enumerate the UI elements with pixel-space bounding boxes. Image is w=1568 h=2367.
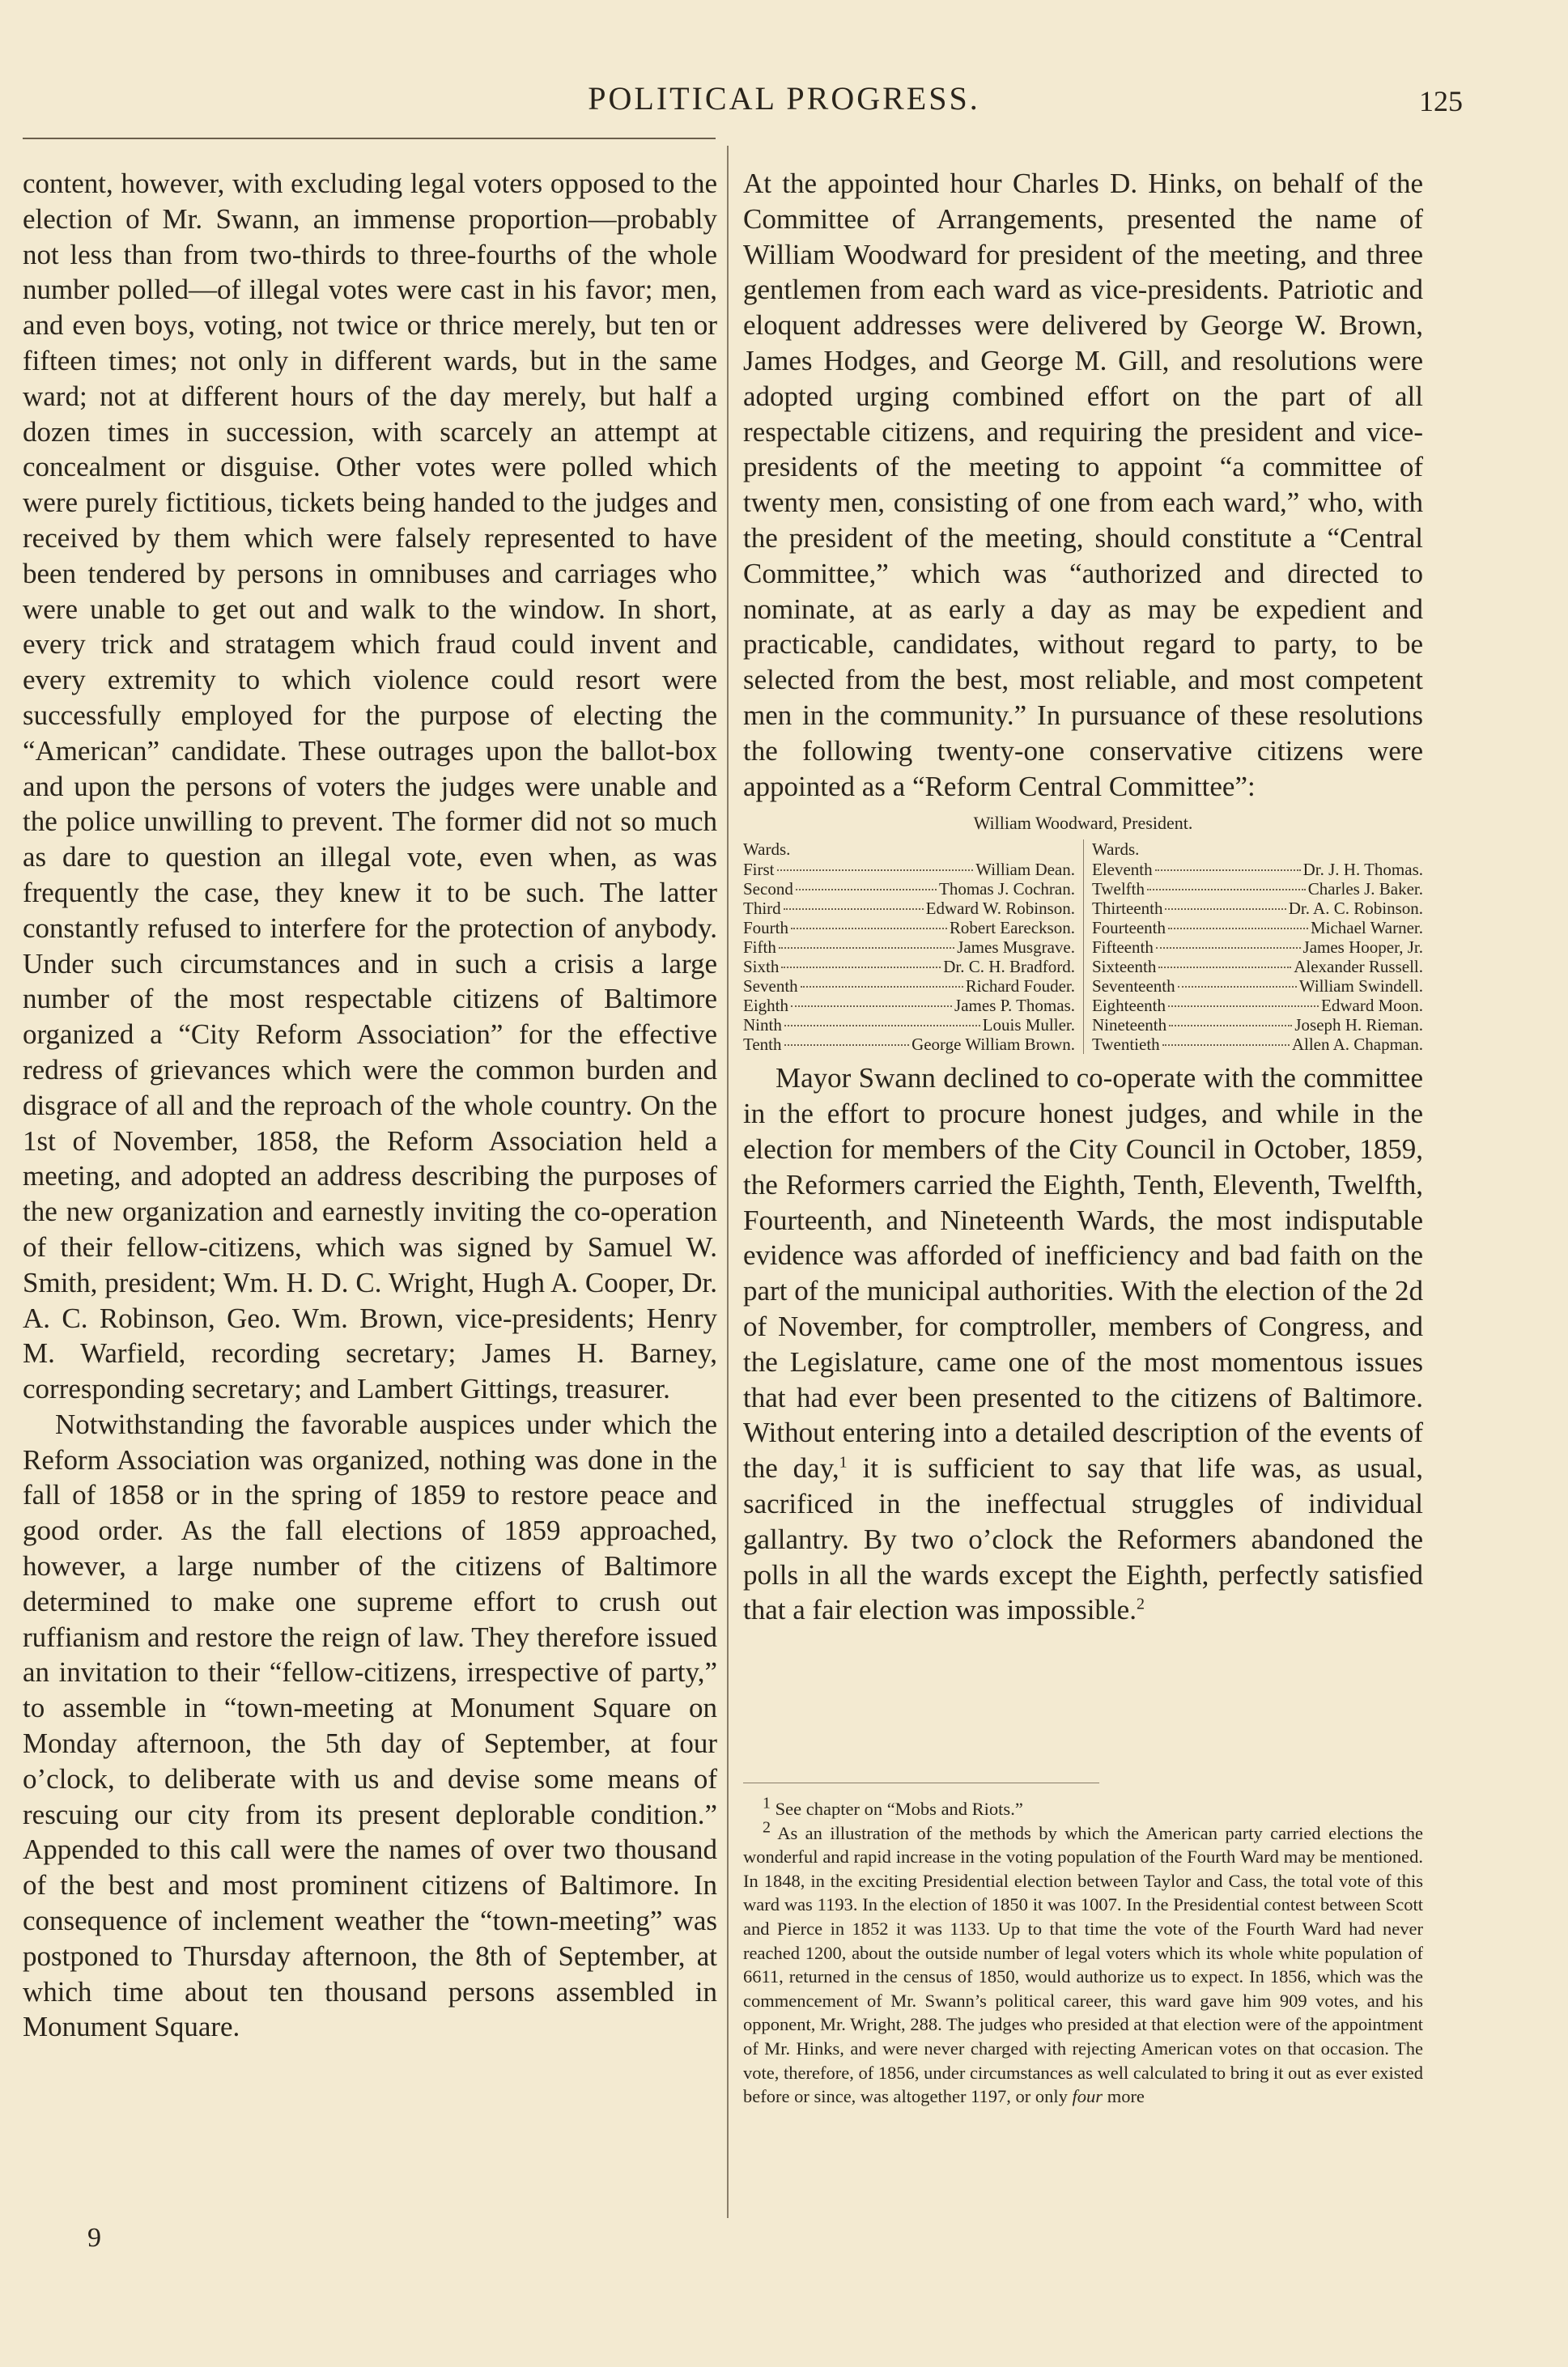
dot-leader	[1156, 947, 1301, 949]
dot-leader	[801, 986, 963, 988]
committee-ward: Ninth	[743, 1015, 782, 1035]
footnote-text: See chapter on “Mobs and Riots.”	[771, 1799, 1023, 1819]
left-column	[23, 166, 717, 2045]
dot-leader	[791, 1005, 952, 1007]
left-paragraph-1: content, however, with excluding legal voters opposed to the election of Mr. Swann, an immense proportion—probably not less than from two-thirds to three-fourths of the whole number polled—of illegal votes were cast in his favor; men, and even boys, voting, not twice or thrice merely, but ten or fifteen times; not only in different wards, but in the same ward; not at different hours of the day merely, but half a dozen times in succession, with scarcely an attempt at concealment or disguise. Other votes were polled which were purely fictitious, tickets being handed to the judges and received by them which were falsely represented to have been tendered by persons in omnibuses and carriages who were unable to get out and walk to the window. In short, every trick and stratagem which fraud could invent and every extremity to which violence could resort were successfully employed for the purpose of electing the “American” candidate. These outrages upon the ballot-box and upon the persons of voters the judges were unable and the police unwilling to prevent. The former did not so much as dare to question an illegal vote, even when, as was frequently the case, they knew it to be such. The latter constantly refused to interfere for the protection of anybody. Under such circumstances and in such a crisis a large number of the most respectable citizens of Baltimore organized a “City Reform Association” for the effective redress of grievances which were the common burden and disgrace of all and the reproach of the whole country. On the 1st of November, 1858, the Reform Association held a meeting, and adopted an address describing the purposes of the new organization and earnestly inviting the co-operation of their fellow-citizens, which was signed by Samuel W. Smith, president; Wm. H. D. C. Wright, Hugh A. Cooper, Dr. A. C. Robinson, Geo. Wm. Brown, vice-presidents; Henry M. Warfield, recording secretary; James H. Barney, corresponding secretary; and Lambert Gittings, treasurer.	[23, 168, 717, 1405]
committee-row	[743, 879, 1075, 899]
committee-ward: Second	[743, 879, 793, 899]
page-number: 125	[1419, 85, 1463, 117]
committee-ward: Fourteenth	[1092, 918, 1166, 938]
committee-row	[1092, 918, 1423, 937]
committee-row	[743, 957, 1075, 976]
committee-row	[1092, 976, 1423, 996]
committee-rows-left	[743, 860, 1075, 1054]
committee-title: William Woodward, President.	[973, 813, 1193, 834]
signature-mark: 9	[87, 2223, 101, 2253]
right-column	[743, 166, 1423, 1628]
footnote-text: As an illustration of the methods by which the American party carried elections the wonderful and rapid increase in the voting population of the Fourth Ward may be mentioned. In 1848, in the exciting Presidential election between Taylor and Cass, the total vote of this ward was 1193. In the election of 1850 it was 1007. In the Presidential contest between Scott and Pierce in 1852 it was 1133. Up to that time the vote of the Fourth Ward had never reached 1200, about the outside number of legal voters which its whole white population of 6611, returned in the census of 1850, would authorize us to expect. In 1856, which was the commencement of Mr. Swann’s political career, this ward gave him 909 votes, and his opponent, Mr. Wright, 288. The judges who presided at that election were of the appointment of Mr. Hinks, and were never charged with rejecting American votes on that occasion. The vote, therefore, of 1856, under circumstances as well calculated to bring it out as ever existed before or since, was altogether 1197, or only	[743, 1822, 1423, 2107]
committee-member-name: Richard Fouder.	[965, 976, 1075, 997]
header-rule	[23, 138, 716, 139]
committee-ward: Eleventh	[1092, 860, 1153, 880]
dot-leader	[1169, 1025, 1292, 1026]
dot-leader	[1155, 869, 1301, 871]
committee-row	[743, 899, 1075, 918]
dot-leader	[1178, 986, 1297, 988]
committee-member-name: Dr. C. H. Bradford.	[943, 957, 1075, 977]
committee-member-name: Alexander Russell.	[1294, 957, 1423, 977]
footnote-ref-1: 1	[839, 1453, 848, 1472]
dot-leader	[1168, 928, 1308, 929]
running-head: POLITICAL PROGRESS.	[588, 80, 980, 117]
committee-member-name: Thomas J. Cochran.	[939, 879, 1075, 899]
committee-member-name: William Swindell.	[1298, 976, 1423, 997]
dot-leader	[1168, 1005, 1319, 1007]
right-paragraph-2	[743, 1060, 1423, 1628]
committee-row	[743, 996, 1075, 1015]
dot-leader	[796, 889, 937, 890]
committee-column-right	[1083, 839, 1423, 1054]
committee-member-name: Louis Muller.	[982, 1015, 1075, 1035]
committee-row	[743, 1015, 1075, 1035]
dot-leader	[784, 1044, 910, 1046]
dot-leader	[777, 869, 974, 871]
committee-row	[1092, 937, 1423, 957]
committee-row	[743, 918, 1075, 937]
committee-ward: Third	[743, 899, 781, 919]
committee-member-name: James P. Thomas.	[954, 996, 1075, 1016]
dot-leader	[1162, 1044, 1290, 1046]
footnote-mark: 2	[763, 1818, 771, 1837]
footnote-italic: four	[1072, 2086, 1103, 2107]
committee-row	[743, 937, 1075, 957]
committee-ward: Sixteenth	[1092, 957, 1157, 977]
footnote-2	[743, 1818, 1423, 2109]
footnote-ref-2: 2	[1136, 1595, 1145, 1613]
committee-member-name: Michael Warner.	[1310, 918, 1423, 938]
committee-row	[1092, 879, 1423, 899]
committee-ward: Fifth	[743, 937, 776, 958]
committee-ward: Nineteenth	[1092, 1015, 1167, 1035]
footnotes	[743, 1794, 1423, 2109]
committee-ward: Seventeenth	[1092, 976, 1175, 997]
committee-rows-right	[1092, 860, 1423, 1054]
committee-ward: Thirteenth	[1092, 899, 1163, 919]
committee-row	[743, 860, 1075, 879]
dot-leader	[1147, 889, 1306, 890]
footnote-1	[743, 1794, 1423, 1821]
committee-grid	[743, 839, 1423, 1054]
committee-row	[1092, 957, 1423, 976]
committee-row	[743, 1035, 1075, 1054]
dot-leader	[779, 947, 954, 949]
committee-ward: First	[743, 860, 775, 880]
dot-leader	[781, 967, 941, 968]
committee-member-name: Edward W. Robinson.	[925, 899, 1075, 919]
dot-leader	[1165, 908, 1285, 910]
committee-column-left	[743, 839, 1083, 1054]
dot-leader	[1158, 967, 1291, 968]
committee-member-name: Dr. A. C. Robinson.	[1288, 899, 1423, 919]
dot-leader	[791, 928, 947, 929]
committee-ward: Eighth	[743, 996, 788, 1016]
committee-member-name: Dr. J. H. Thomas.	[1302, 860, 1423, 880]
committee-row	[1092, 1035, 1423, 1054]
left-paragraph-2: Notwithstanding the favorable auspices under which the Reform Association was organized, nothing was done in the fall of 1858 or in the spring of 1859 to restore peace and good order. As the fall elections of 1859 approached, however, a large number of the citizens of Baltimore determined to make one supreme effort to crush out ruffianism and restore the reign of law. They therefore issued an invitation to their “fellow-citizens, irrespective of party,” to assemble in “town-meeting at Monument Square on Monday afternoon, the 5th day of September, at four o’clock, to deliberate with us and devise some means of rescuing our city from its present deplorable condition.” Appended to this call were the names of over two thousand of the best and most prominent citizens of Baltimore. In consequence of inclement weather the “town-meeting” was postponed to Thursday afternoon, the 8th of September, at which time about ten thousand persons assembled in Monument Square.	[23, 1408, 717, 2043]
footnote-mark: 1	[763, 1794, 771, 1812]
committee-ward: Sixth	[743, 957, 780, 977]
paragraph-text: it is sufficient to say that life was, as usual, sacrificed in the ineffectual struggles of individual gallantry. By two o’clock the Reformers abandoned the polls in all the wards except the Eighth, perfectly satisfied that a fair election was impossible.	[743, 1452, 1423, 1626]
footnote-text: more	[1103, 2086, 1145, 2107]
committee-member-name: Edward Moon.	[1321, 996, 1423, 1016]
paragraph-text: Mayor Swann declined to co-operate with the committee in the effort to procure honest judges, and while in the election for members of the City Council in October, 1859, the Reformers carried the Eighth, Tenth, Eleventh, Twelfth, Fourteenth, and Nineteenth Wards, the most indisputable evidence was afforded of inefficiency and bad faith on the part of the municipal authorities. With the election of the 2d of November, for comptroller, members of Congress, and the Legislature, came one of the most momentous issues that had ever been presented to the citizens of Baltimore. Without entering into a detailed description of the events of the day,	[743, 1062, 1423, 1485]
committee-member-name: Allen A. Chapman.	[1291, 1035, 1423, 1055]
committee-ward: Seventh	[743, 976, 798, 997]
dot-leader	[784, 1025, 980, 1026]
committee-row	[743, 976, 1075, 996]
committee-member-name: Joseph H. Rieman.	[1294, 1015, 1423, 1035]
committee-ward: Tenth	[743, 1035, 782, 1055]
right-paragraph-1: At the appointed hour Charles D. Hinks, on behalf of the Committee of Arrangements, presented the name of William Woodward for president of the meeting, and three gentlemen from each ward as vice-presidents. Patriotic and eloquent addresses were delivered by George W. Brown, James Hodges, and George M. Gill, and resolutions were adopted urging combined effort on the part of all respectable citizens, and requiring the president and vice-presidents of the meeting to appoint “a committee of twenty men, consisting of one from each ward,” who, with the president of the meeting, should constitute a “Central Committee,” which was “authorized and directed to nominate, at as early a day as may be expedient and practicable, candidates, without regard to party, to be selected from the best, most reliable, and most competent men in the community.” In pursuance of these resolutions the following twenty-one conservative citizens were appointed as a “Reform Central Committee”:	[743, 168, 1423, 802]
committee-ward: Fifteenth	[1092, 937, 1154, 958]
committee-member-name: George William Brown.	[911, 1035, 1075, 1055]
wards-label: Wards.	[1092, 839, 1140, 860]
committee-row	[1092, 860, 1423, 879]
committee-ward: Twelfth	[1092, 879, 1145, 899]
committee-member-name: Charles J. Baker.	[1307, 879, 1423, 899]
committee-member-name: James Musgrave.	[957, 937, 1075, 958]
committee-member-name: James Hooper, Jr.	[1302, 937, 1423, 958]
committee-member-name: William Dean.	[975, 860, 1075, 880]
page-header	[0, 79, 1568, 128]
committee-row	[1092, 996, 1423, 1015]
committee-member-name: Robert Eareckson.	[949, 918, 1075, 938]
wards-label: Wards.	[743, 839, 791, 860]
committee-list	[743, 814, 1423, 1054]
committee-ward: Fourth	[743, 918, 789, 938]
committee-ward: Eighteenth	[1092, 996, 1166, 1016]
committee-ward: Twentieth	[1092, 1035, 1160, 1055]
committee-row	[1092, 899, 1423, 918]
committee-row	[1092, 1015, 1423, 1035]
dot-leader	[784, 908, 924, 910]
column-divider	[727, 146, 729, 2218]
